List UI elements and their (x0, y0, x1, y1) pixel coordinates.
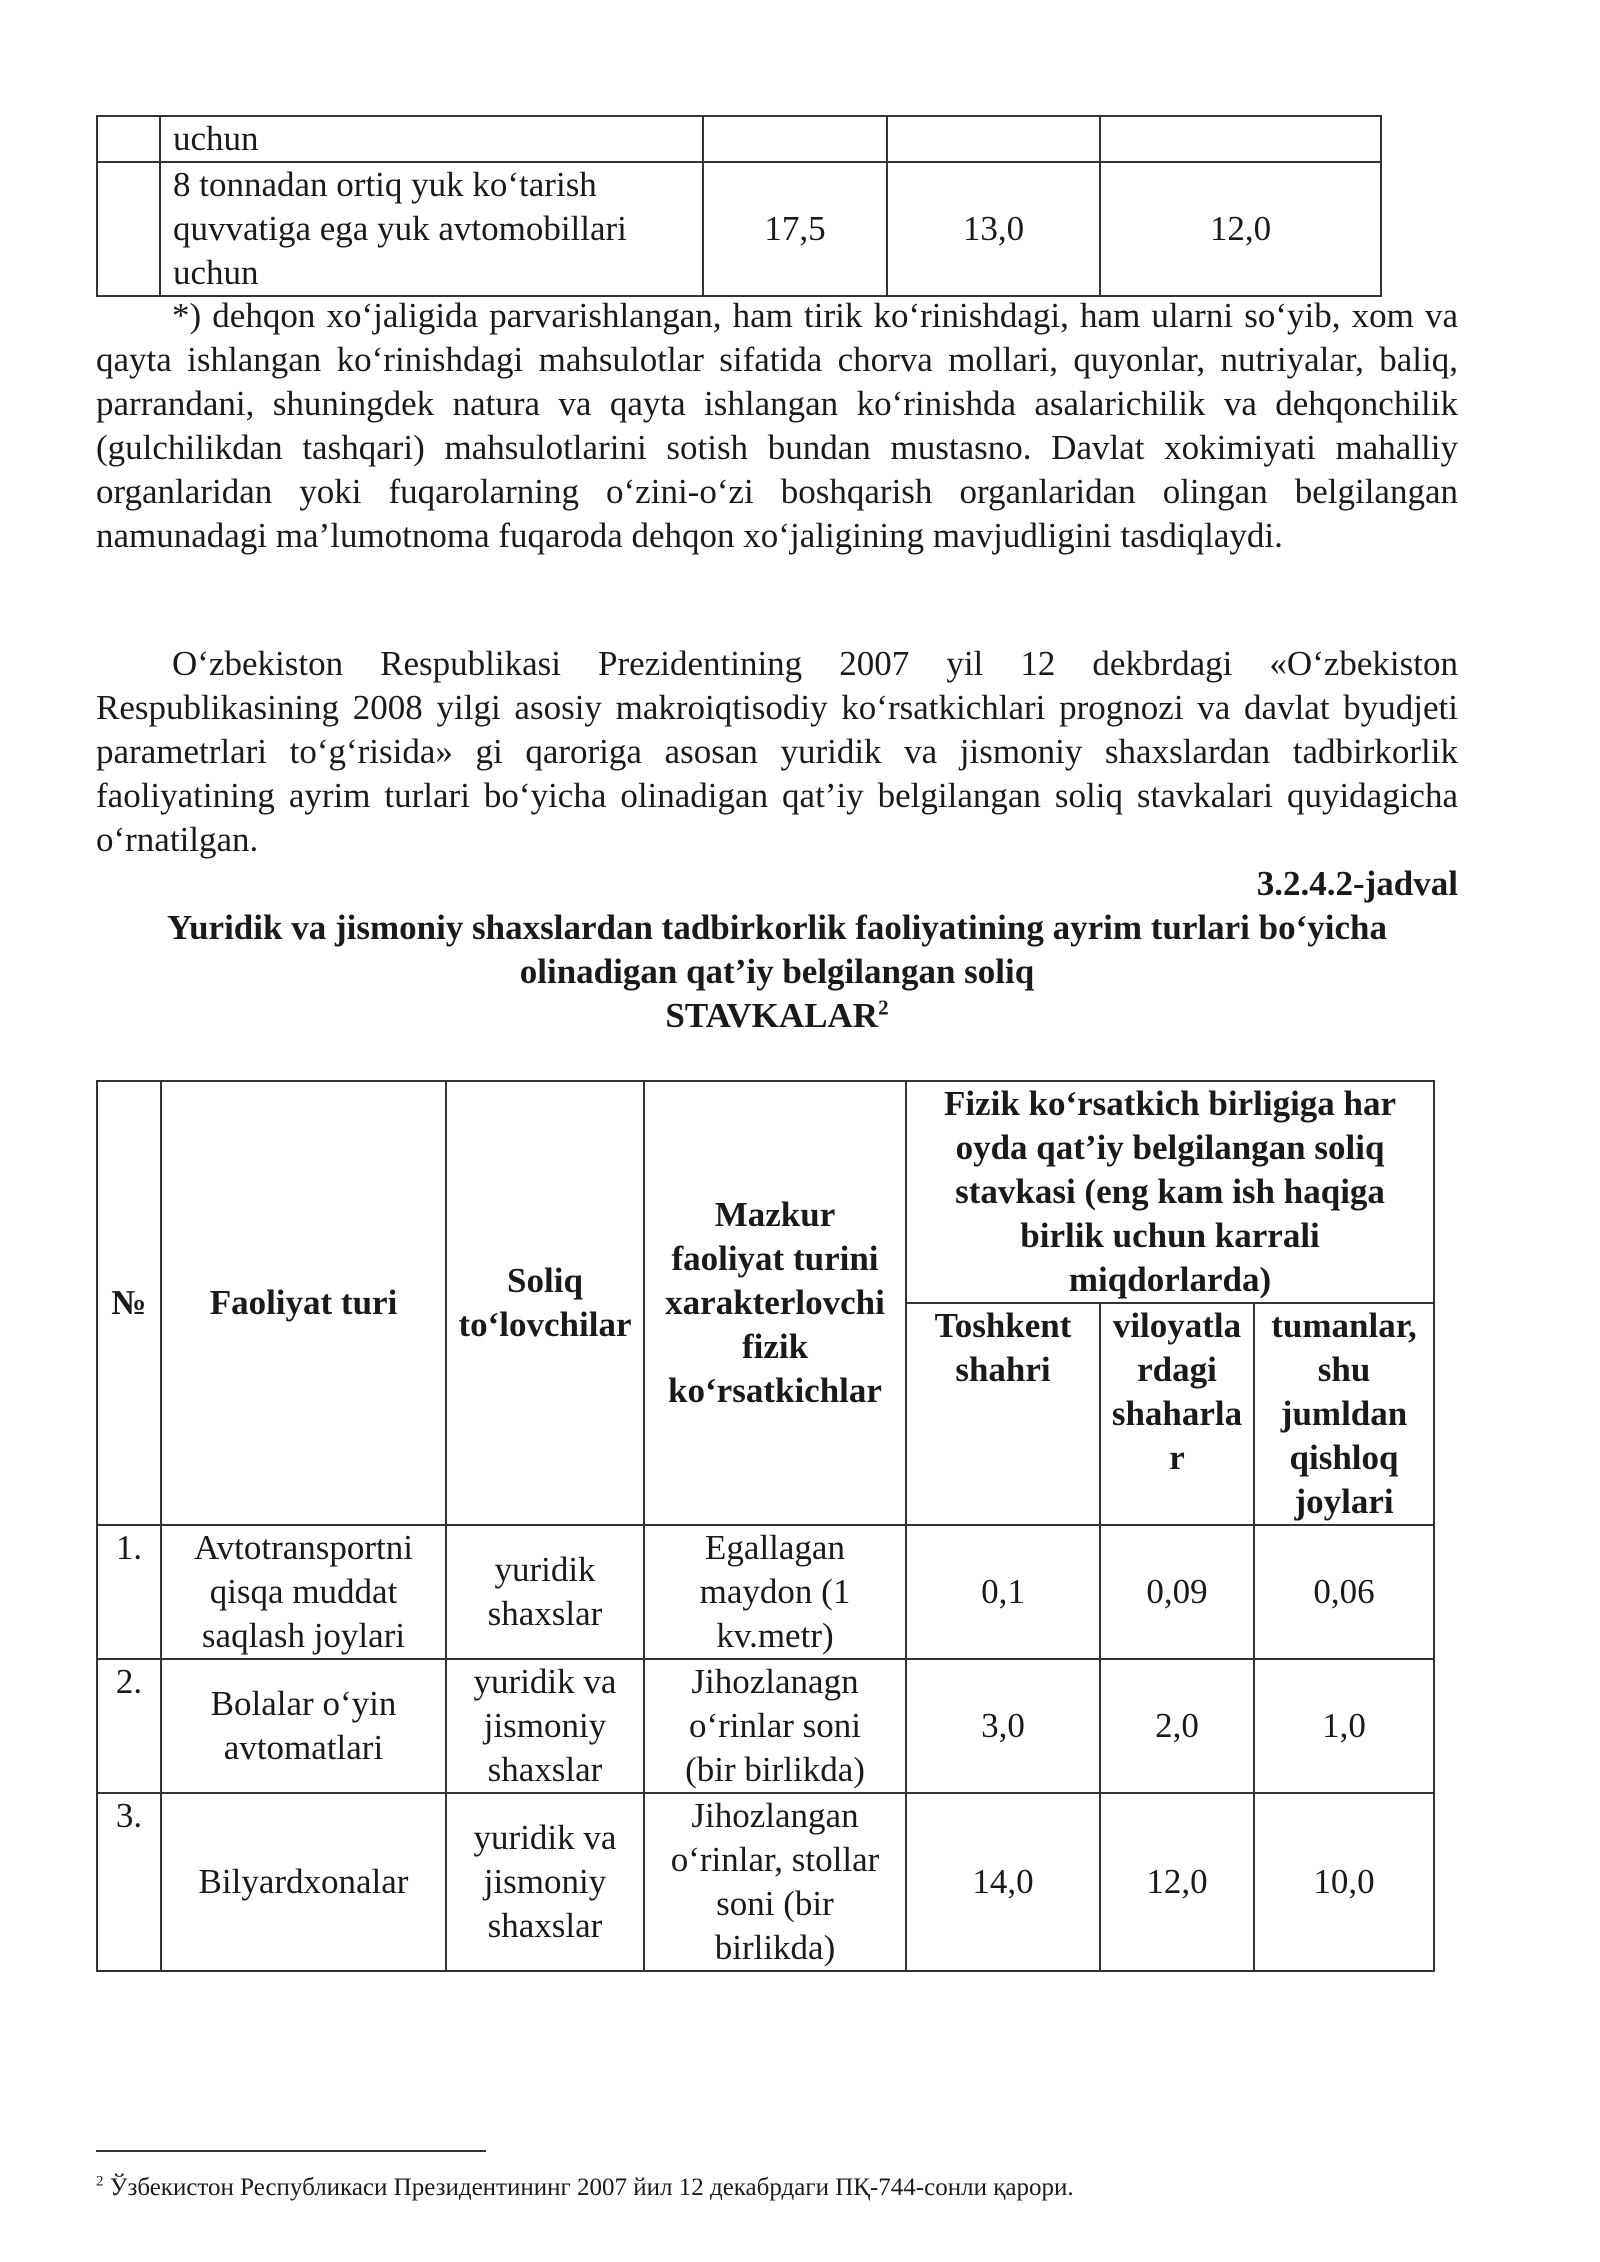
text-line: quvvatiga ega yuk avtomobillari (173, 209, 627, 248)
text-line: 8 tonnadan ortiq yuk ko‘tarish (173, 165, 597, 204)
text-line: miqdorlarda) (1068, 1260, 1272, 1299)
text-line: Egallagan (705, 1528, 845, 1567)
title-stavkalar: STAVKALAR (665, 996, 879, 1035)
footnote-mark: 2 (96, 2173, 104, 2190)
text-line: birlikda) (714, 1928, 836, 1967)
indicator-cell (644, 1793, 906, 1971)
header-indicator (644, 1081, 906, 1525)
text-line: shaxslar (487, 1750, 603, 1789)
text-line: avtomatlari (223, 1728, 384, 1767)
note-text: *) dehqon xo‘jaligida parvarishlangan, ham tirik ko‘rinishdagi, ham ularni so‘yib, xom va qayta ishlangan ko‘rinishdagi mahsulotlar sifatida chorva mollari, quyonlar, nutriyalar, baliq, parrandani, shuningdek natura va qayta ishlangan ko‘rinishda asalarichilik va dehqonchilik (gulchilikdan tashqari) mahsulotlarini sotish bundan mustasno. Davlat xokimiyati mahalliy organlaridan yoki fuqarolarning o‘zini-o‘zi boshqarish organlaridan olingan belgilangan namunadagi ma’lumotnoma fuqaroda dehqon xo‘jaligining mavjudligini tasdiqlaydi. (96, 296, 1458, 555)
header-rate-group (906, 1081, 1434, 1303)
header-activity: Faoliyat turi (161, 1081, 446, 1525)
text-line: qisqa muddat (209, 1572, 398, 1611)
row-number: 3. (97, 1793, 161, 1971)
text-line: ko‘rsatkichlar (668, 1371, 882, 1410)
rate-region-cell: 2,0 (1100, 1659, 1254, 1793)
text-line: rdagi (1137, 1350, 1217, 1389)
num-cell (97, 116, 160, 162)
table-title-line1: Yuridik va jismoniy shaxslardan tadbirkorlik faoliyatining ayrim turlari bo‘yicha (167, 908, 1387, 947)
text-line: kv.metr) (716, 1616, 834, 1655)
table-title-line3 (96, 994, 1458, 1038)
indicator-cell (644, 1659, 906, 1793)
text-line: Soliq (507, 1261, 583, 1300)
payers-cell (446, 1659, 644, 1793)
header-payers (446, 1081, 644, 1525)
text-line: (bir birlikda) (685, 1750, 865, 1789)
tax-rates-table (96, 1080, 1435, 1972)
text-line: o‘rinlar, stollar (670, 1840, 880, 1879)
rate-region-cell: 0,09 (1100, 1525, 1254, 1659)
header-row (97, 1081, 1434, 1303)
table-row (97, 116, 1381, 162)
text-line: jismoniy (483, 1862, 607, 1901)
rate-tashkent-cell: 14,0 (906, 1793, 1100, 1971)
rate-tashkent-cell: 17,5 (703, 162, 887, 296)
text-line: joylari (1294, 1482, 1394, 1521)
intro-paragraph (96, 642, 1458, 862)
value-cell (703, 116, 887, 162)
text-line: shaxslar (487, 1594, 603, 1633)
text-line: shaxslar (487, 1906, 603, 1945)
text-line: jumldan (1280, 1394, 1408, 1433)
payers-cell (446, 1793, 644, 1971)
text-line: yuridik va (473, 1818, 617, 1857)
text-line: shu (1317, 1350, 1371, 1389)
text-line: birlik uchun karrali (1020, 1216, 1320, 1255)
text-line: faoliyat turini (671, 1239, 879, 1278)
header-region-cities (1100, 1303, 1254, 1525)
text-line: jismoniy (483, 1706, 607, 1745)
continuation-table (96, 115, 1382, 297)
text-line: stavkasi (eng kam ish haqiga (955, 1172, 1385, 1211)
text-line: shaharla (1111, 1394, 1243, 1433)
rate-district-cell: 0,06 (1254, 1525, 1434, 1659)
rate-district-cell: 1,0 (1254, 1659, 1434, 1793)
footnote (96, 2172, 1074, 2204)
text-line: shahri (955, 1350, 1051, 1389)
text-line: o‘rinlar soni (688, 1706, 862, 1745)
text-line: viloyatla (1112, 1306, 1242, 1345)
text-line: Bolalar o‘yin (210, 1684, 397, 1723)
text-line: tumanlar, (1271, 1306, 1417, 1345)
intro-text: O‘zbekiston Respublikasi Prezidentining 2007 yil 12 dekbrdagi «O‘zbekiston Respublikasining 2008 yilgi asosiy makroiqtisodiy ko‘rsatkichlari prognozi va davlat byudjeti parametrlari to‘g‘risida» gi qaroriga asosan yuridik va jismoniy shaxslardan tadbirkorlik faoliyatining ayrim turlari bo‘yicha olinadigan qat’iy belgilangan soliq stavkalari quyidagicha o‘rnatilgan. (96, 644, 1458, 859)
text-line: Bilyardxonalar (198, 1862, 409, 1901)
activity-cell (161, 1659, 446, 1793)
vehicle-type-cell (160, 162, 703, 296)
text-line: r (1169, 1438, 1185, 1477)
text-line: to‘lovchilar (458, 1305, 632, 1344)
table-row (97, 1659, 1434, 1793)
table-title-line2: olinadigan qat’iy belgilangan soliq (519, 952, 1035, 991)
text-line: Mazkur (714, 1195, 836, 1234)
activity-cell (161, 1793, 446, 1971)
payers-cell (446, 1525, 644, 1659)
text-line: maydon (1 (699, 1572, 851, 1611)
text-line: yuridik (494, 1550, 596, 1589)
rate-region-cell: 13,0 (887, 162, 1100, 296)
text-line: uchun (173, 253, 259, 292)
row-number: 1. (97, 1525, 161, 1659)
rate-tashkent-cell: 0,1 (906, 1525, 1100, 1659)
vehicle-type-cell: uchun (160, 116, 703, 162)
text-line: xarakterlovchi (665, 1283, 885, 1322)
text-line: yuridik va (473, 1662, 617, 1701)
header-districts (1254, 1303, 1434, 1525)
value-cell (1100, 116, 1381, 162)
table-row (97, 162, 1381, 296)
table-row (97, 1525, 1434, 1659)
text-line: Avtotransportni (193, 1528, 414, 1567)
rate-region-cell: 12,0 (1100, 1793, 1254, 1971)
value-cell (887, 116, 1100, 162)
text-line: Fizik ko‘rsatkich birligiga har (943, 1084, 1397, 1123)
footnote-text: Ўзбекистон Республикаси Президентининг 2007 йил 12 декабрдаги ПҚ-744-сонли қарори. (103, 2174, 1074, 2201)
table-row (97, 1793, 1434, 1971)
text-line: oyda qat’iy belgilangan soliq (955, 1128, 1385, 1167)
footnote-separator (96, 2150, 486, 2152)
num-cell (97, 162, 160, 296)
header-tashkent (906, 1303, 1100, 1525)
rate-tashkent-cell: 3,0 (906, 1659, 1100, 1793)
indicator-cell (644, 1525, 906, 1659)
rate-district-cell: 12,0 (1100, 162, 1381, 296)
activity-cell (161, 1525, 446, 1659)
text-line: qishloq (1289, 1438, 1399, 1477)
row-number: 2. (97, 1659, 161, 1793)
note-paragraph (96, 294, 1458, 558)
text-line: fizik (741, 1327, 809, 1366)
header-number: № (97, 1081, 161, 1525)
footnote-reference: 2 (878, 995, 889, 1020)
table-number: 3.2.4.2-jadval (1256, 864, 1458, 903)
rate-district-cell: 10,0 (1254, 1793, 1434, 1971)
text-line: Toshkent (934, 1306, 1072, 1345)
text-line: Jihozlanagn (691, 1662, 859, 1701)
text-line: soni (bir (716, 1884, 834, 1923)
text-line: Jihozlangan (691, 1796, 859, 1835)
text-line: saqlash joylari (201, 1616, 406, 1655)
